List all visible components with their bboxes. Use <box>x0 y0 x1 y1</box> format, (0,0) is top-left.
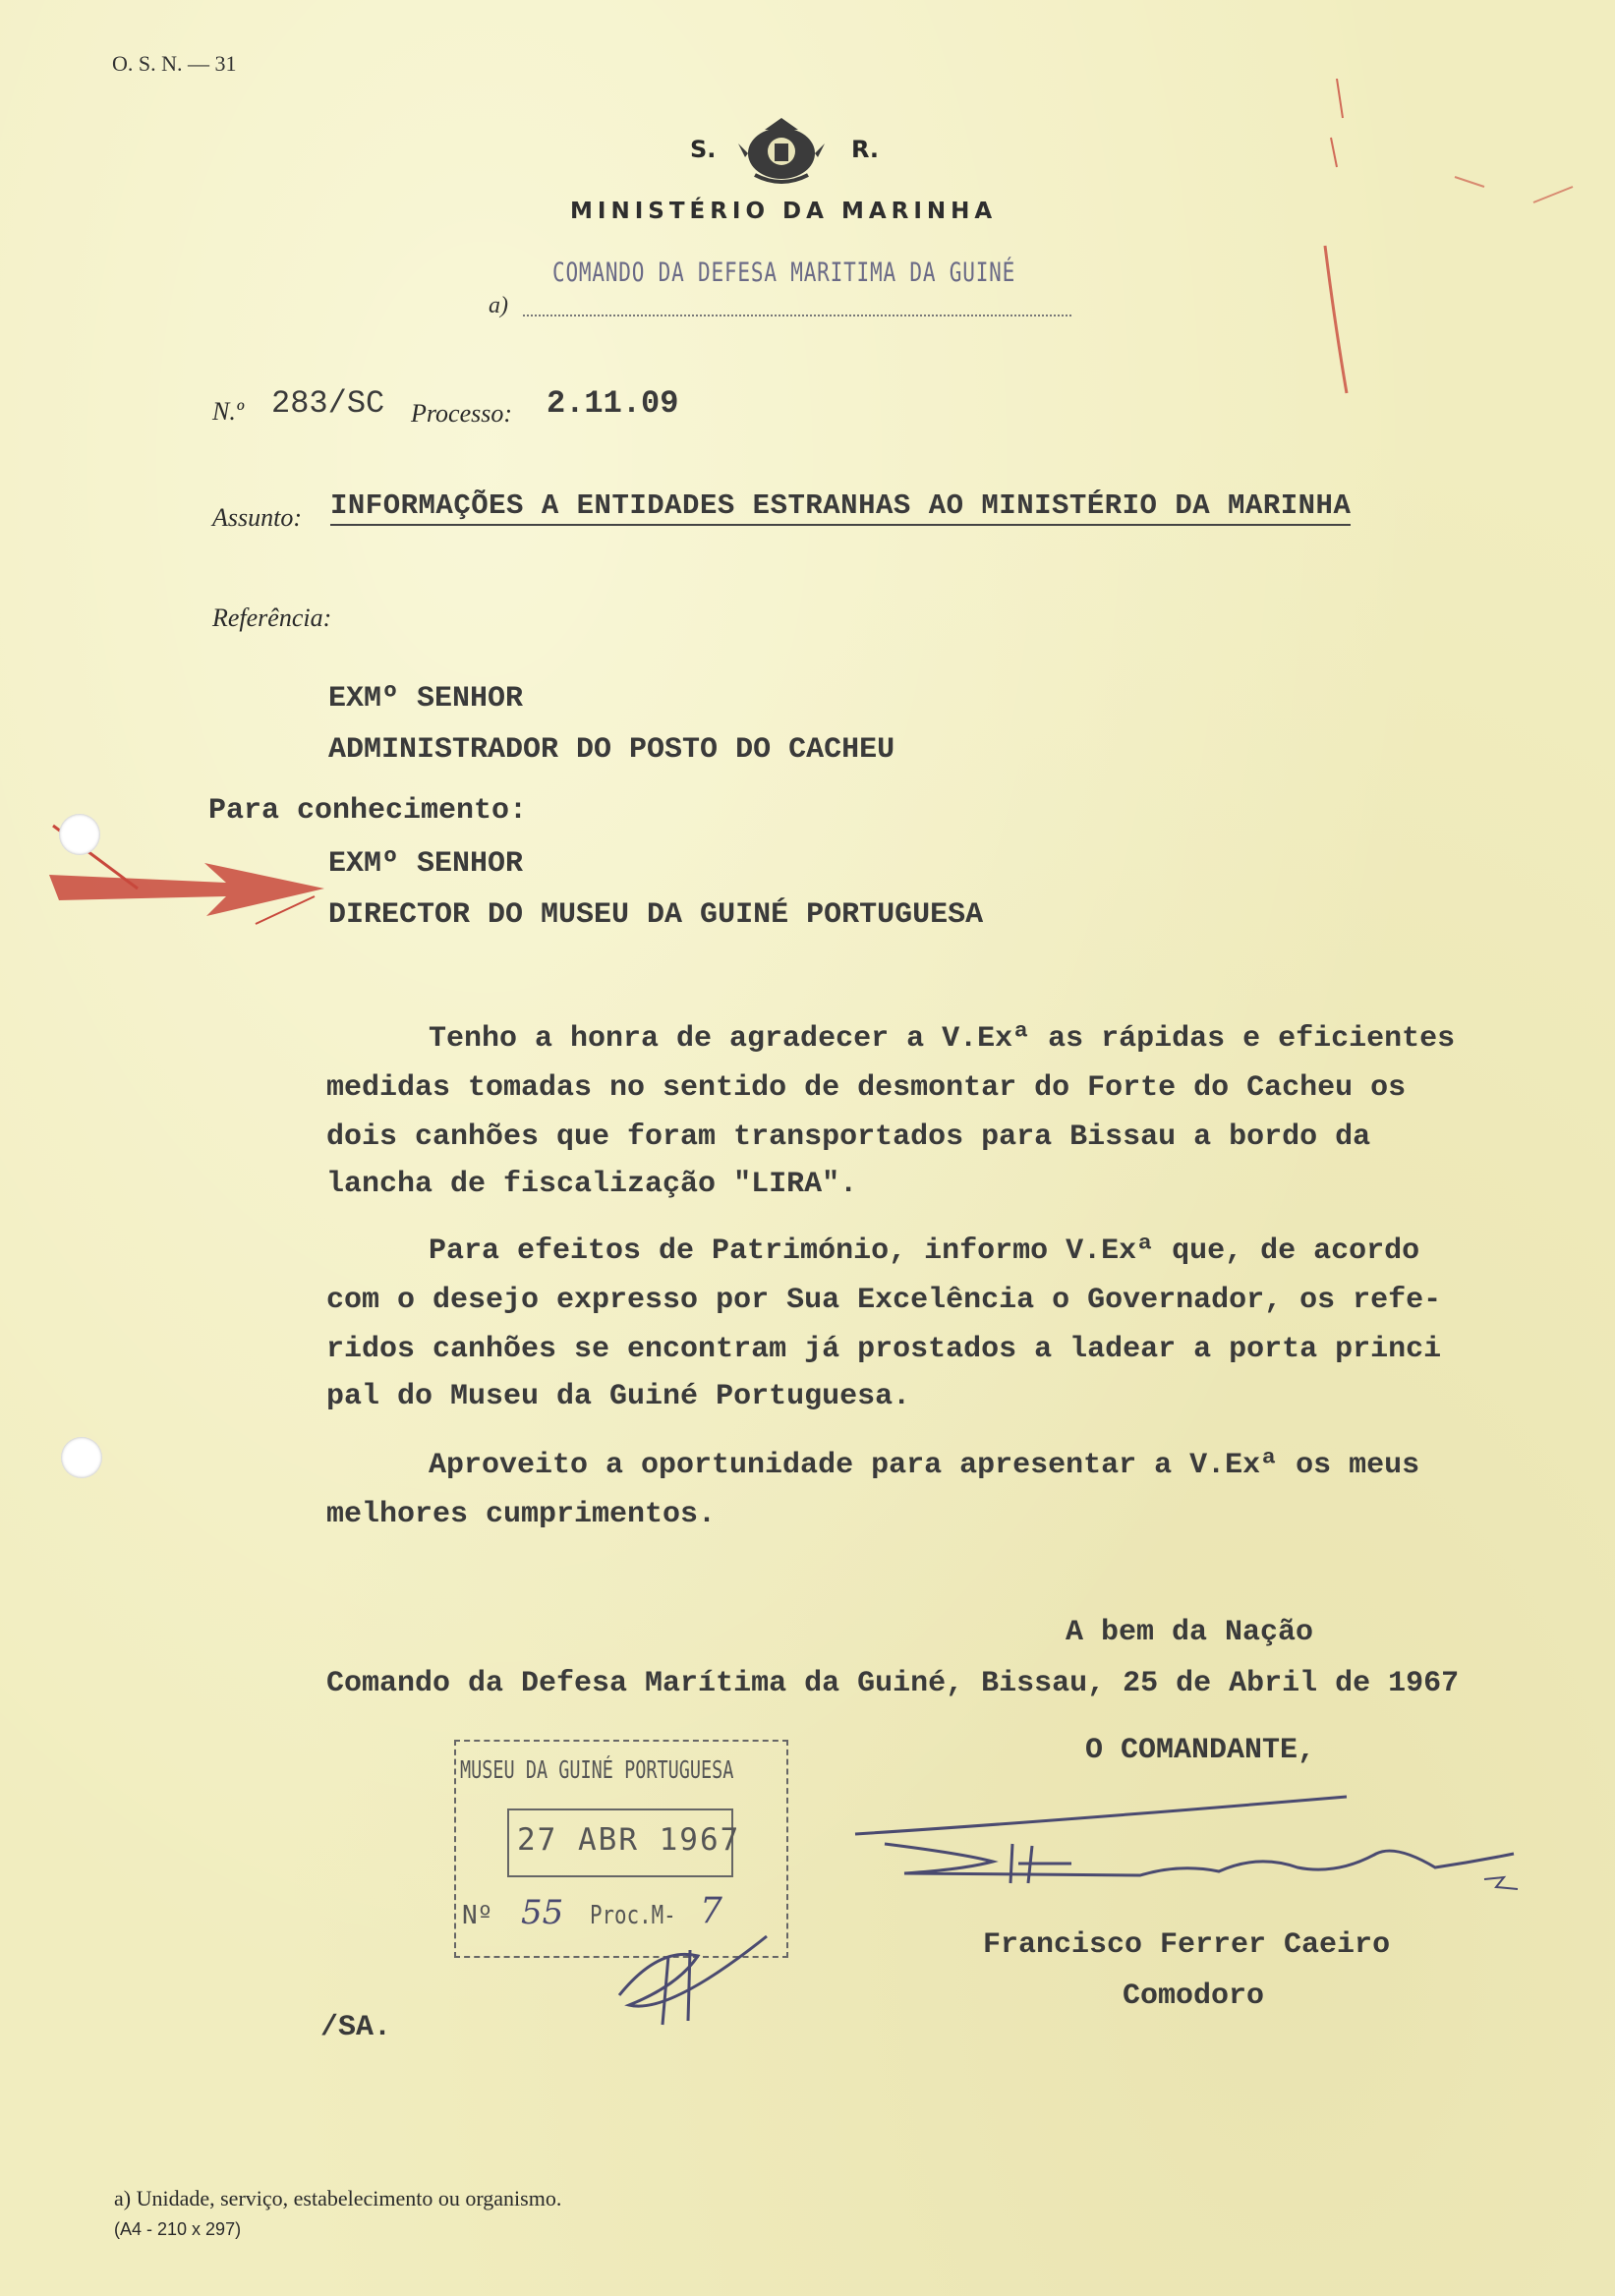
closing-title: O COMANDANTE, <box>1085 1734 1316 1767</box>
body-p2-line-4: pal do Museu da Guiné Portuguesa. <box>326 1380 911 1413</box>
referencia-label: Referência: <box>212 603 332 632</box>
body-p1-line-3: dois canhões que foram transportados para Bissau a bordo da <box>326 1120 1371 1154</box>
punch-hole-top <box>59 814 100 855</box>
body-p3-line-1: Aproveito a oportunidade para apresentar a V.Exª os meus <box>429 1449 1420 1482</box>
cc-line-1: EXMº SENHOR <box>328 847 524 881</box>
body-p2-line-2: com o desejo expresso por Sua Excelência o Governador, os refe- <box>326 1284 1442 1317</box>
body-p1-line-1: Tenho a honra de agradecer a V.Exª as rápidas e eficientes <box>429 1022 1456 1056</box>
unit-stamp: COMANDO DA DEFESA MARITIMA DA GUINÉ <box>552 258 1016 288</box>
addressee-line-2: ADMINISTRADOR DO POSTO DO CACHEU <box>328 733 895 767</box>
unit-dotted-line <box>523 315 1071 316</box>
body-p2-line-1: Para efeitos de Património, informo V.Exª que, de acordo <box>429 1234 1420 1268</box>
stamp-proc-value: 7 <box>700 1891 722 1931</box>
process-number: 2.11.09 <box>547 385 679 422</box>
footnote-line-1: a) Unidade, serviço, estabelecimento ou organismo. <box>114 2186 562 2210</box>
subject-label: Assunto: <box>212 503 302 532</box>
body-p1-line-2: medidas tomadas no sentido de desmontar do Forte do Cacheu os <box>326 1071 1407 1105</box>
punch-hole-bottom <box>61 1437 102 1478</box>
closing-place-date: Comando da Defesa Marítima da Guiné, Bissau, 25 de Abril de 1967 <box>326 1667 1460 1700</box>
body-p2-line-3: ridos canhões se encontram já prostados a ladear a porta princi <box>326 1333 1442 1366</box>
stamp-proc-label: Proc.M- <box>590 1901 676 1930</box>
typist-initials: /SA. <box>320 2011 392 2044</box>
stamp-number-value: 55 <box>521 1893 564 1932</box>
footnote-line-2: (A4 - 210 x 297) <box>114 2219 242 2239</box>
red-margin-marks <box>1317 79 1592 432</box>
body-p3-line-2: melhores cumprimentos. <box>326 1498 717 1531</box>
closing-motto: A bem da Nação <box>1066 1616 1314 1649</box>
header-letter-r: R. <box>851 136 880 163</box>
header-letter-s: S. <box>690 136 717 163</box>
number-label: N.º <box>212 397 244 426</box>
unit-prefix: a) <box>489 293 508 318</box>
stamp-date: 27 ABR 1967 <box>517 1822 741 1858</box>
stamp-number-label: Nº <box>462 1901 493 1930</box>
handwritten-signature <box>845 1785 1533 1913</box>
stamp-institution: MUSEU DA GUINÉ PORTUGUESA <box>460 1755 734 1784</box>
document-number: 283/SC <box>271 385 385 422</box>
form-code: O. S. N. — 31 <box>112 51 237 76</box>
cc-line-2: DIRECTOR DO MUSEU DA GUINÉ PORTUGUESA <box>328 898 984 932</box>
handwritten-initials <box>600 1926 777 2035</box>
signatory-rank: Comodoro <box>1123 1980 1265 2013</box>
subject-text: INFORMAÇÕES A ENTIDADES ESTRANHAS AO MINISTÉRIO DA MARINHA <box>330 489 1351 526</box>
coat-of-arms-icon <box>735 114 828 189</box>
cc-label: Para conhecimento: <box>208 794 528 828</box>
body-p1-line-4: lancha de fiscalização "LIRA". <box>326 1168 858 1201</box>
ministry-title: MINISTÉRIO DA MARINHA <box>570 199 998 224</box>
addressee-line-1: EXMº SENHOR <box>328 682 524 716</box>
process-label: Processo: <box>411 399 513 428</box>
signatory-name: Francisco Ferrer Caeiro <box>983 1928 1391 1962</box>
